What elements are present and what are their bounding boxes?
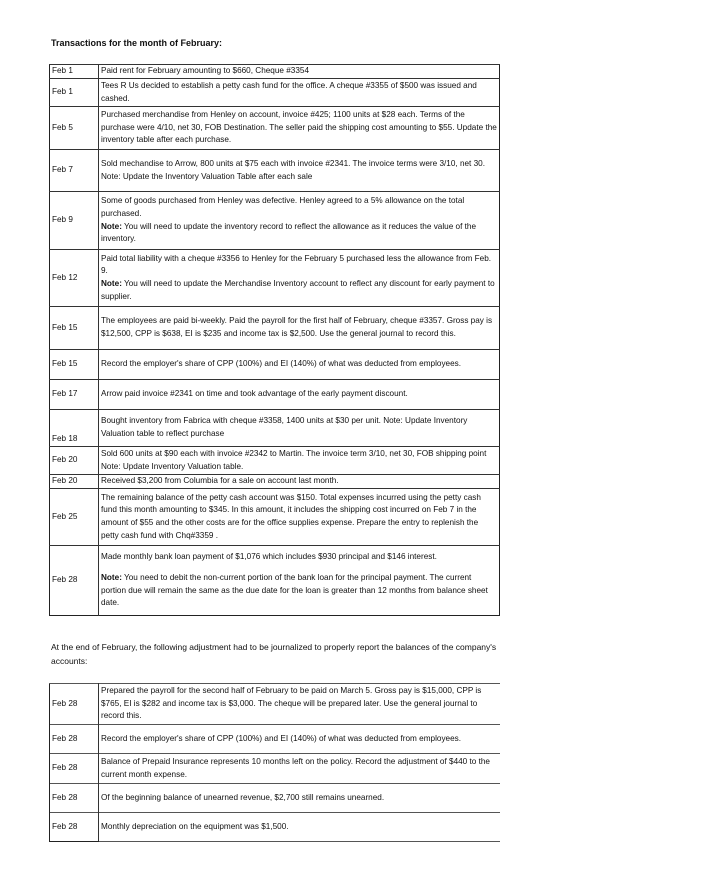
row-description: [99, 546, 500, 616]
table-row: [50, 410, 500, 447]
row-date: Feb 5: [50, 107, 99, 150]
page-title: Transactions for the month of February:: [51, 38, 223, 48]
row-date: Feb 28: [50, 684, 99, 725]
row-description: Sold mechandise to Arrow, 800 units at $75 each with invoice #2341. The invoice terms were 3/10, net 30. Note: Update the Inventory Valuation Table after each sale: [99, 150, 500, 192]
row-text: Paid total liability with a cheque #3356 to Henley for the February 5 purchased less the allowance from Feb. 9.: [101, 253, 492, 276]
row-date: Feb 28: [50, 813, 99, 842]
note-label: Note:: [101, 279, 122, 288]
row-date: Feb 7: [50, 150, 99, 192]
row-date: Feb 15: [50, 307, 99, 350]
row-date: Feb 9: [50, 192, 99, 250]
row-date: Feb 28: [50, 784, 99, 813]
table-row: [50, 475, 500, 489]
row-description: Purchased merchandise from Henley on account, invoice #425; 1100 units at $28 each. Terms of the purchase were 4/10, net 30, FOB Destination. The seller paid the shipping cost amounting to $55. Update the inventory table after each purchase.: [99, 107, 500, 150]
table-row: [50, 150, 500, 192]
row-description: Sold 600 units at $90 each with invoice #2342 to Martin. The invoice term 3/10, net 30, FOB shipping point Note: Update Inventory Valuation table.: [99, 447, 500, 475]
row-text: Made monthly bank loan payment of $1,076 which includes $930 principal and $146 interest.: [101, 552, 437, 562]
row-description: The employees are paid bi-weekly. Paid the payroll for the first half of February, cheque #3357. Gross pay is $12,500, CPP is $638, EI is $235 and income tax is $2,500. Use the general journal to record this.: [99, 307, 500, 350]
row-date: Feb 25: [50, 489, 99, 546]
table-row: [50, 725, 501, 754]
table-row: [50, 684, 501, 725]
table-row: [50, 350, 500, 380]
row-description: Tees R Us decided to establish a petty cash fund for the office. A cheque #3355 of $500 was issued and cashed.: [99, 79, 500, 107]
row-description: Record the employer's share of CPP (100%) and EI (140%) of what was deducted from employees.: [99, 725, 501, 754]
table-row: [50, 489, 500, 546]
note-text: You will need to update the inventory record to reflect the allowance as it reduces the value of the inventory.: [101, 221, 477, 244]
row-description: Balance of Prepaid Insurance represents 10 months left on the policy. Record the adjustment of $440 to the current month expense.: [99, 754, 501, 784]
note-label: Note:: [101, 572, 122, 582]
table-row: [50, 250, 500, 307]
row-date: Feb 18: [50, 410, 99, 447]
note-text: You need to debit the non-current portion of the bank loan for the principal payment. The current portion due will remain the same as the due date for the loan is greater than 12 months from balance sheet date.: [101, 572, 488, 608]
row-date: Feb 28: [50, 546, 99, 616]
row-description: Received $3,200 from Columbia for a sale on account last month.: [99, 475, 500, 489]
row-description: Bought inventory from Fabrica with cheque #3358, 1400 units at $30 per unit. Note: Update Inventory Valuation table to reflect purchase: [99, 410, 500, 447]
table-row: [50, 380, 500, 410]
table-row: [50, 754, 501, 784]
row-date: Feb 15: [50, 350, 99, 380]
row-description: [99, 250, 500, 307]
row-description: Prepared the payroll for the second half of February to be paid on March 5. Gross pay is $15,000, CPP is $765, EI is $282 and income tax is $3,000. The cheque will be prepared later. Use the general journal to record this.: [99, 684, 501, 725]
row-date: Feb 20: [50, 447, 99, 475]
adjustment-intro: At the end of February, the following adjustment had to be journalized to properly report the balances of the company's accounts:: [51, 642, 497, 666]
row-text: Some of goods purchased from Henley was defective. Henley agreed to a 5% allowance on the total purchased.: [101, 196, 465, 218]
table-row: [50, 79, 500, 107]
row-date: Feb 17: [50, 380, 99, 410]
table-row: [50, 447, 500, 475]
row-description: Arrow paid invoice #2341 on time and took advantage of the early payment discount.: [99, 380, 500, 410]
table-row: [50, 65, 500, 79]
table-row: [50, 813, 501, 842]
row-date: Feb 1: [50, 65, 99, 79]
row-description: [99, 192, 500, 250]
row-description: Of the beginning balance of unearned revenue, $2,700 still remains unearned.: [99, 784, 501, 813]
row-description: Record the employer's share of CPP (100%) and EI (140%) of what was deducted from employees.: [99, 350, 500, 380]
table-row: [50, 784, 501, 813]
row-date: Feb 28: [50, 725, 99, 754]
transactions-table: [49, 64, 500, 616]
note-label: Note:: [101, 221, 122, 231]
row-date: Feb 12: [50, 250, 99, 307]
row-date: Feb 20: [50, 475, 99, 489]
note-text: You will need to update the Merchandise Inventory account to reflect any discount for early payment to supplier.: [101, 279, 495, 301]
row-description: Monthly depreciation on the equipment was $1,500.: [99, 813, 501, 842]
table-row: [50, 546, 500, 616]
table-row: [50, 307, 500, 350]
table-row: [50, 107, 500, 150]
row-description: The remaining balance of the petty cash account was $150. Total expenses incurred using the petty cash fund this month amounting to $345. In this amount, it includes the shipping cost incurred on Feb 7 in the amount of $55 and the other costs are for the office supplies expense. Prepare the entry to replenish the petty cash fund with Chq#3359 .: [99, 489, 500, 546]
table-row: [50, 192, 500, 250]
row-date: Feb 1: [50, 79, 99, 107]
row-description: Paid rent for February amounting to $660, Cheque #3354: [99, 65, 500, 79]
row-date: Feb 28: [50, 754, 99, 784]
adjustments-table: [49, 683, 500, 842]
